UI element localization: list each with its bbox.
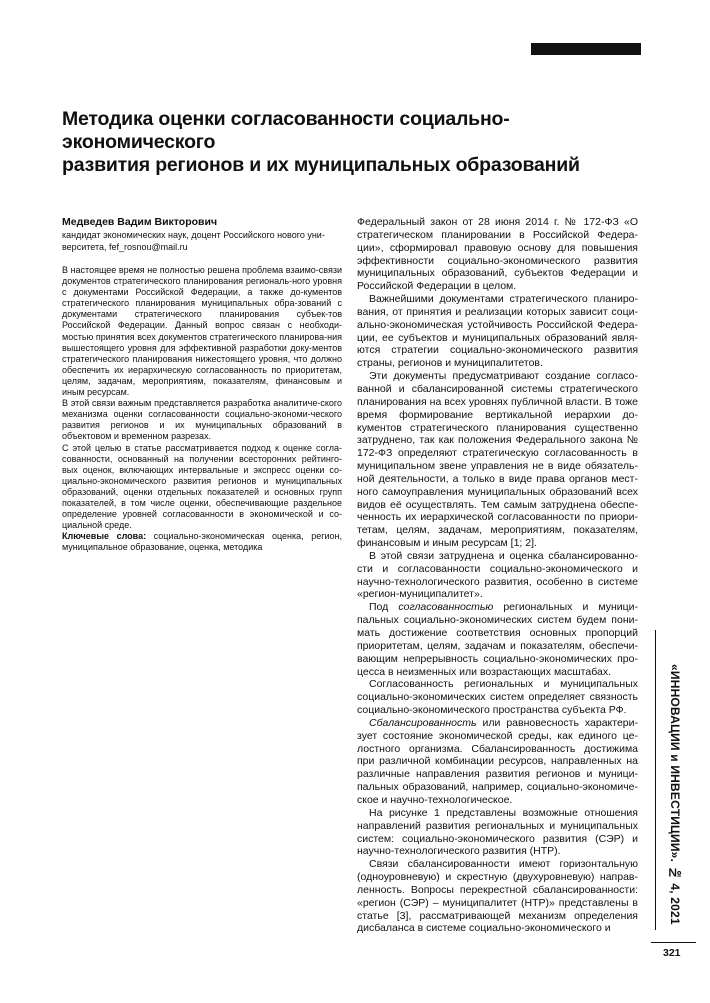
title-line: Методика оценки согласованности социально-экономического	[62, 108, 510, 153]
body-paragraph	[357, 370, 638, 550]
body-paragraph	[357, 550, 638, 601]
abstract	[62, 265, 342, 553]
body-paragraph	[357, 216, 638, 293]
emphasized-term: согласованностью	[398, 601, 494, 614]
title-line: развития регионов и их муниципальных образований	[62, 154, 580, 176]
emphasized-term: Сбалансированность	[369, 716, 477, 729]
body-text: региональных и муници-пальных социально-экономических систем будем пони-мать достижение соответствия основных пропорций приоритетам, целям, задачам и показателям, обеспечи-вающим непрерывность социально-экономических про-цесса в неизменных или возрастающих масштабах.	[357, 601, 638, 678]
body-paragraph	[357, 293, 638, 370]
article-title	[62, 108, 662, 177]
side-rule	[655, 630, 656, 930]
footer-rule	[651, 942, 696, 943]
body-paragraph	[357, 807, 638, 858]
page-number: 321	[663, 947, 681, 959]
body-text: или равновесность характери-зует состояние экономической среды, как единого це-лостного организма. Сбалансированность достижима при различной комбинации ресурсов, направленных на различные направления развития регионов и муници-пальных образований, например, социально-экономиче-ское и научно-технологическое.	[357, 716, 638, 806]
abstract-paragraph: В настоящее время не полностью решена проблема взаимо-связи документов стратегического планирования региональ-ного уровня с документами Российской Федерации, а также до-кументов стратегического планирования муниципальных обра-зований с документами стратегического планирования субъек-тов Российской Федерации. Данный вопрос связан с необходи-мостью принятия всех документов стратегического планирова-ния вышестоящего уровня для эффективной разработки доку-ментов стратегического планирования нижестоящего уровня, что должно обеспечить их иерархическую согласованность по приоритетам, целям, задачам, мероприятиям, показателям, финансовым и иным ресурсам.	[62, 265, 342, 398]
body-text: Федеральный закон от 28 июня 2014 г. № 172-ФЗ «О стратегическом планировании в Российской Федера-ции», сформировал правовую основу для повышения эффективности социально-экономического развития муниципальных образований, субъектов Федерации и Российской Федерации в целом.	[357, 216, 638, 293]
author-affiliation	[62, 229, 342, 253]
body-text: В этой связи затруднена и оценка сбалансированно-сти и согласованности социально-экономического и научно-технологического развития, особенно в системе «регион-муниципалитет».	[357, 549, 638, 601]
keywords-label: Ключевые слова:	[62, 531, 147, 542]
body-text: На рисунке 1 представлены возможные отношения направлений развития региональных и муниципальных систем: социально-экономического развития (СЭР) и научно-технологического развития (НТР).	[357, 806, 638, 858]
journal-label: «ИННОВАЦИИ и ИНВЕСТИЦИИ». № 4, 2021	[668, 664, 682, 925]
body-text: Под	[369, 601, 399, 614]
author-info-line: верситета, fef_rosnou@mail.ru	[62, 242, 188, 252]
header-decor-bar	[531, 43, 641, 55]
body-text: Связи сбалансированности имеют горизонтальную (одноуровневую) и скрестную (двухуровневую) направ-ленность. Вопросы перекрестной сбалансированности: «регион (СЭР) – муниципалитет (НТР)» представлены в статье [3], рассматривающей механизм определения дисбаланса в системе социально-экономического и	[357, 858, 638, 935]
abstract-paragraph: С этой целью в статье рассматривается подход к оценке согла-сованности, основанный на получении всесторонних рейтинго-вых оценок, включающих интервальные и экспресс оценки со-циально-экономического развития регионов и муниципальных образований, оценки отдельных показателей и основных групп показателей, в том числе оценки, обеспечивающие раздельное определение уровней согласованности в экономической и со-циальной среде.	[62, 442, 342, 531]
abstract-paragraph: В этой связи важным представляется разработка аналитиче-ского механизма оценки согласованности социально-экономи-ческого развития регионов и их муниципальных образований в объектовом и временном разрезах.	[62, 398, 342, 442]
body-text: Согласованность региональных и муниципальных социально-экономических систем определяет связность социально-экономического пространства субъекта РФ.	[357, 678, 638, 717]
author-name: Медведев Вадим Викторович	[62, 216, 218, 228]
article-body	[357, 216, 638, 935]
body-paragraph	[357, 678, 638, 717]
keywords-text: социально-экономическая оценка, регион, муниципальное образование, оценка, методика	[62, 531, 342, 553]
keywords	[62, 531, 342, 553]
left-column	[62, 216, 342, 553]
body-paragraph	[357, 601, 638, 678]
body-text: Важнейшими документами стратегического планиро-вания, от принятия и реализации которых зависит соци-ально-экономическая устойчивость Российской Федера-ции, ее субъектов и муниципальных образований явля-ются стратегии социально-экономического развития страны, регионов и муниципалитетов.	[357, 293, 638, 370]
author-info-line: кандидат экономических наук, доцент Российского нового уни-	[62, 230, 325, 240]
body-paragraph	[357, 858, 638, 935]
body-paragraph	[357, 717, 638, 807]
body-text: Эти документы предусматривают создание согласо-ванной и сбалансированной системы стратегического планирования на всех уровнях публичной власти. В тоже время формирование вертикальной иерархии до-кументов стратегического планирования существенно затруднено, так как положения Федерального закона № 172-ФЗ определяют стратегическую согласованность в муниципальном звене управления не в виде обязатель-ной деятельности, а только в виде права органов мест-ного самоуправления муниципальных образований всех видов её осуществлять. Тем самым затруднена обеспе-ченность их иерархической согласованности по приори-тетам, целям, задачам, мероприятиям, показателям, финансовым и иным ресурсам [1; 2].	[357, 370, 638, 550]
